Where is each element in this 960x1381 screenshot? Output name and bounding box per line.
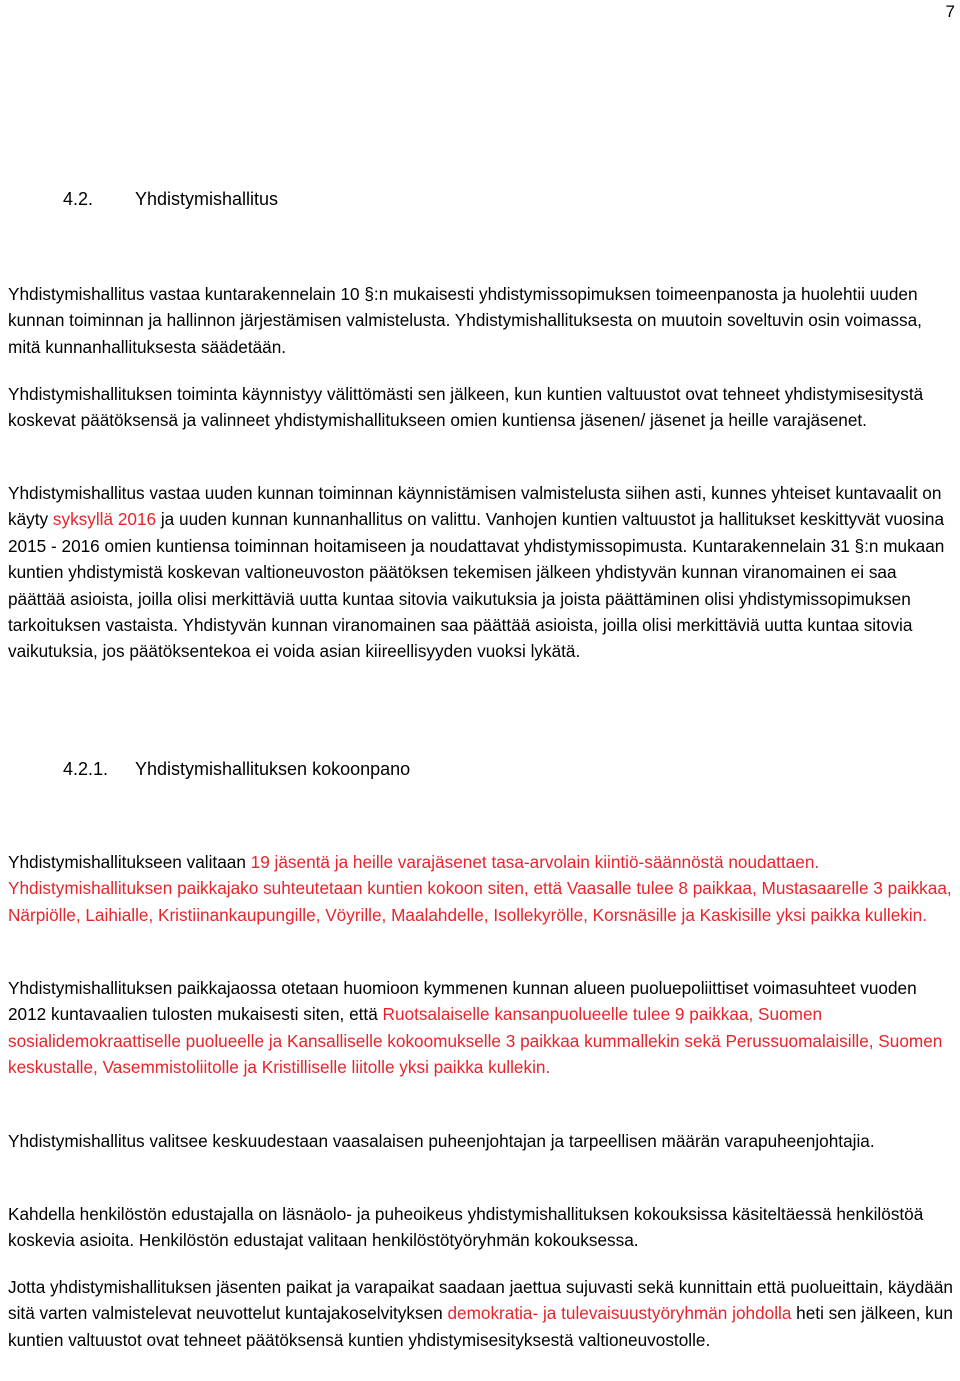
paragraph: Yhdistymishallituksen toiminta käynnistyy välittömästi sen jälkeen, kun kuntien valtuustot ovat tehneet yhdistymisesitystä koskevat päätöksensä ja valinneet yhdistymishallitukseen omien kuntiensa jäsenen/ jäsenet ja heille varajäsenet. [8, 384, 924, 431]
section-number: 4.2.1. [63, 759, 109, 779]
text-run: Yhdistymishallitus vastaa uuden kunnan toiminnan käynnistämisen valmistelusta siihen asti, kunnes yhteiset kuntavaalit on käyty [8, 483, 942, 530]
highlighted-text: Ruotsalaiselle kansanpuolueelle tulee 9 paikkaa, Suomen sosialidemokraattiselle puolueelle ja Kansalliselle kokoomukselle 3 paikkaa kummallekin sekä Perussuomalaisille, Suomen keskustalle, Vasemmistoliitolle ja Kristilliselle liitolle yksi paikka kullekin. [8, 1004, 943, 1078]
section-number: 4.2. [63, 189, 94, 209]
text-run: heti sen jälkeen, kun kuntien valtuustot ovat tehneet päätöksensä kuntien yhdistymisesityksestä valtioneuvostolle. [8, 1303, 953, 1350]
page-number: 7 [945, 2, 955, 21]
paragraph [8, 1274, 958, 1353]
section-heading-4-2 [63, 189, 279, 210]
highlighted-text: 19 jäsentä ja heille varajäsenet tasa-arvolain kiintiö-säännöstä noudattaen. Yhdistymishallituksen paikkajako suhteutetaan kuntien kokoon siten, että Vaasalle tulee 8 paikkaa, Mustasaarelle 3 paikkaa, Närpiölle, Laihialle, Kristiinankaupungille, Vöyrille, Maalahdelle, Isollekyrölle, Korsnäsille ja Kaskisille yksi paikka kullekin. [8, 852, 952, 925]
paragraph: Kahdella henkilöstön edustajalla on läsnäolo- ja puheoikeus yhdistymishallituksen kokouksissa käsiteltäessä henkilöstöä koskevia asioita. Henkilöstön edustajat valitaan henkilöstötyöryhmän kokouksessa. [8, 1204, 924, 1251]
paragraph: Yhdistymishallitus vastaa kuntarakennelain 10 §:n mukaisesti yhdistymissopimuksen toimeenpanosta ja huolehtii uuden kunnan toiminnan ja hallinnon järjestämisen valmistelusta. Yhdistymishallituksesta on muutoin soveltuvin osin voimassa, mitä kunnanhallituksesta säädetään. [8, 284, 922, 357]
paragraph [8, 975, 958, 1081]
paragraph [8, 480, 958, 665]
text-run: Jotta yhdistymishallituksen jäsenten paikat ja varapaikat saadaan jaettua sujuvasti sekä kunnittain että puolueittain, käydään sitä varten valmistelevat neuvottelut kuntajakoselvityksen [8, 1277, 953, 1324]
section-heading-4-2-1 [63, 759, 411, 780]
paragraph [8, 849, 958, 928]
section-title: Yhdistymishallitus [135, 189, 279, 209]
text-run: Yhdistymishallitukseen valitaan [8, 852, 251, 872]
paragraph: Yhdistymishallitus valitsee keskuudestaan vaasalaisen puheenjohtajan ja tarpeellisen määrän varapuheenjohtajia. [8, 1131, 875, 1151]
highlighted-text: syksyllä 2016 [52, 509, 157, 530]
text-run: ja uuden kunnan kunnanhallitus on valittu. Vanhojen kuntien valtuustot ja hallitukset keskittyvät vuosina 2015 - 2016 omien kuntiensa toiminnan hoitamiseen ja noudattavat yhdistymissopimusta. Kuntarakennelain 31 §:n mukaan kuntien yhdistymistä koskevan valtioneuvoston päätöksen tekemisen jälkeen yhdistyvän kunnan viranomainen ei saa päättää asioista, joilla olisi merkittäviä uutta kuntaa sitovia vaikutuksia ja joista päättäminen olisi yhdistymissopimuksen tarkoituksen vastaista. Yhdistyvän kunnan viranomainen saa päättää asioista, joilla olisi merkittäviä uutta kuntaa sitovia vaikutuksia, jos päätöksentekoa ei voida asian kiireellisyyden vuoksi lykätä. [8, 509, 945, 662]
highlighted-text: demokratia- ja tulevaisuustyöryhmän johdolla [447, 1303, 792, 1324]
text-run: Yhdistymishallituksen paikkajaossa otetaan huomioon kymmenen kunnan alueen puoluepoliittiset voimasuhteet vuoden 2012 kuntavaalien tulosten mukaisesti siten, että [8, 978, 917, 1025]
section-title: Yhdistymishallituksen kokoonpano [135, 759, 411, 779]
